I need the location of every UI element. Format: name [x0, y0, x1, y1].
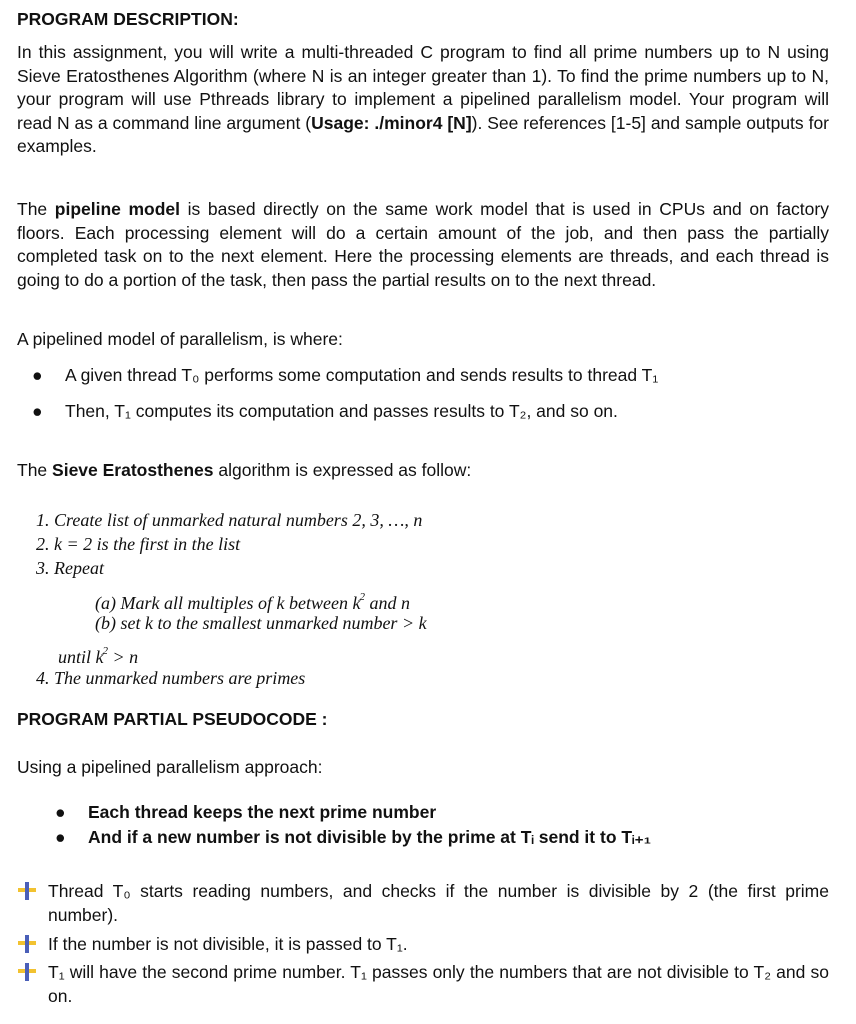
- bullet-icon: ●: [32, 365, 43, 385]
- paragraph-approach: Using a pipelined parallelism approach:: [17, 757, 323, 777]
- bullet-icon: ●: [32, 401, 43, 421]
- list-item: Thread T₀ starts reading numbers, and checks if the number is divisible by 2 (the first prime number).: [48, 881, 829, 925]
- algorithm-step-3: 3. Repeat: [36, 558, 104, 578]
- algorithm-step-2: 2. k = 2 is the first in the list: [36, 534, 241, 554]
- algorithm-step-4: 4. The unmarked numbers are primes: [36, 668, 306, 688]
- algorithm-until: until $k^2 > n$: [58, 645, 139, 667]
- paragraph-pipelined-intro: A pipelined model of parallelism, is where:: [17, 329, 343, 349]
- paragraph-assignment: In this assignment, you will write a multi-threaded C program to find all prime numbers up to N using Sieve Eratosthenes Algorithm (where N is an integer greater than 1). To find the prime numbers up to N, your program will use Pthreads library to implement a pipelined parallelism model. Your program will read N as a command line argument (Usage: ./minor4 [N]). See references [1-5] and sample outputs for examples.: [17, 42, 830, 156]
- list-item: If the number is not divisible, it is passed to T₁.: [48, 934, 408, 954]
- bullet-icon: ●: [55, 827, 66, 847]
- heading-program-description: PROGRAM DESCRIPTION:: [17, 9, 239, 29]
- cross-bullet-icon: [18, 882, 36, 900]
- paragraph-pipeline-model: The pipeline model is based directly on the same work model that is used in CPUs and on factory floors. Each processing element will do a certain amount of the job, and then pass the partially completed task on to the next element. Here the processing elements are threads, and each thread is going to do a portion of the task, then pass the partial results on to the next thread.: [17, 199, 829, 290]
- bullet-icon: ●: [55, 802, 66, 822]
- algorithm-step-3b: (b) set k to the smallest unmarked number > k: [95, 613, 427, 633]
- paragraph-sieve-intro: The Sieve Eratosthenes algorithm is expressed as follow:: [17, 460, 472, 480]
- algorithm-step-3a: (a) Mark all multiples of k between $k^2$ and n: [95, 591, 410, 613]
- cross-bullet-icon: [18, 963, 36, 981]
- term-pipeline-model: pipeline model: [54, 199, 181, 219]
- usage-command: Usage: ./minor4 [N]: [311, 112, 472, 133]
- cross-bullet-icon: [18, 935, 36, 953]
- list-item: T₁ will have the second prime number. T₁ passes only the numbers that are not divisible to T₂ and so on.: [48, 962, 829, 1006]
- term-sieve: Sieve Eratosthenes: [52, 460, 214, 480]
- algorithm-step-1: 1. Create list of unmarked natural numbers 2, 3, …, n: [36, 510, 423, 530]
- heading-partial-pseudocode: PROGRAM PARTIAL PSEUDOCODE :: [17, 709, 328, 729]
